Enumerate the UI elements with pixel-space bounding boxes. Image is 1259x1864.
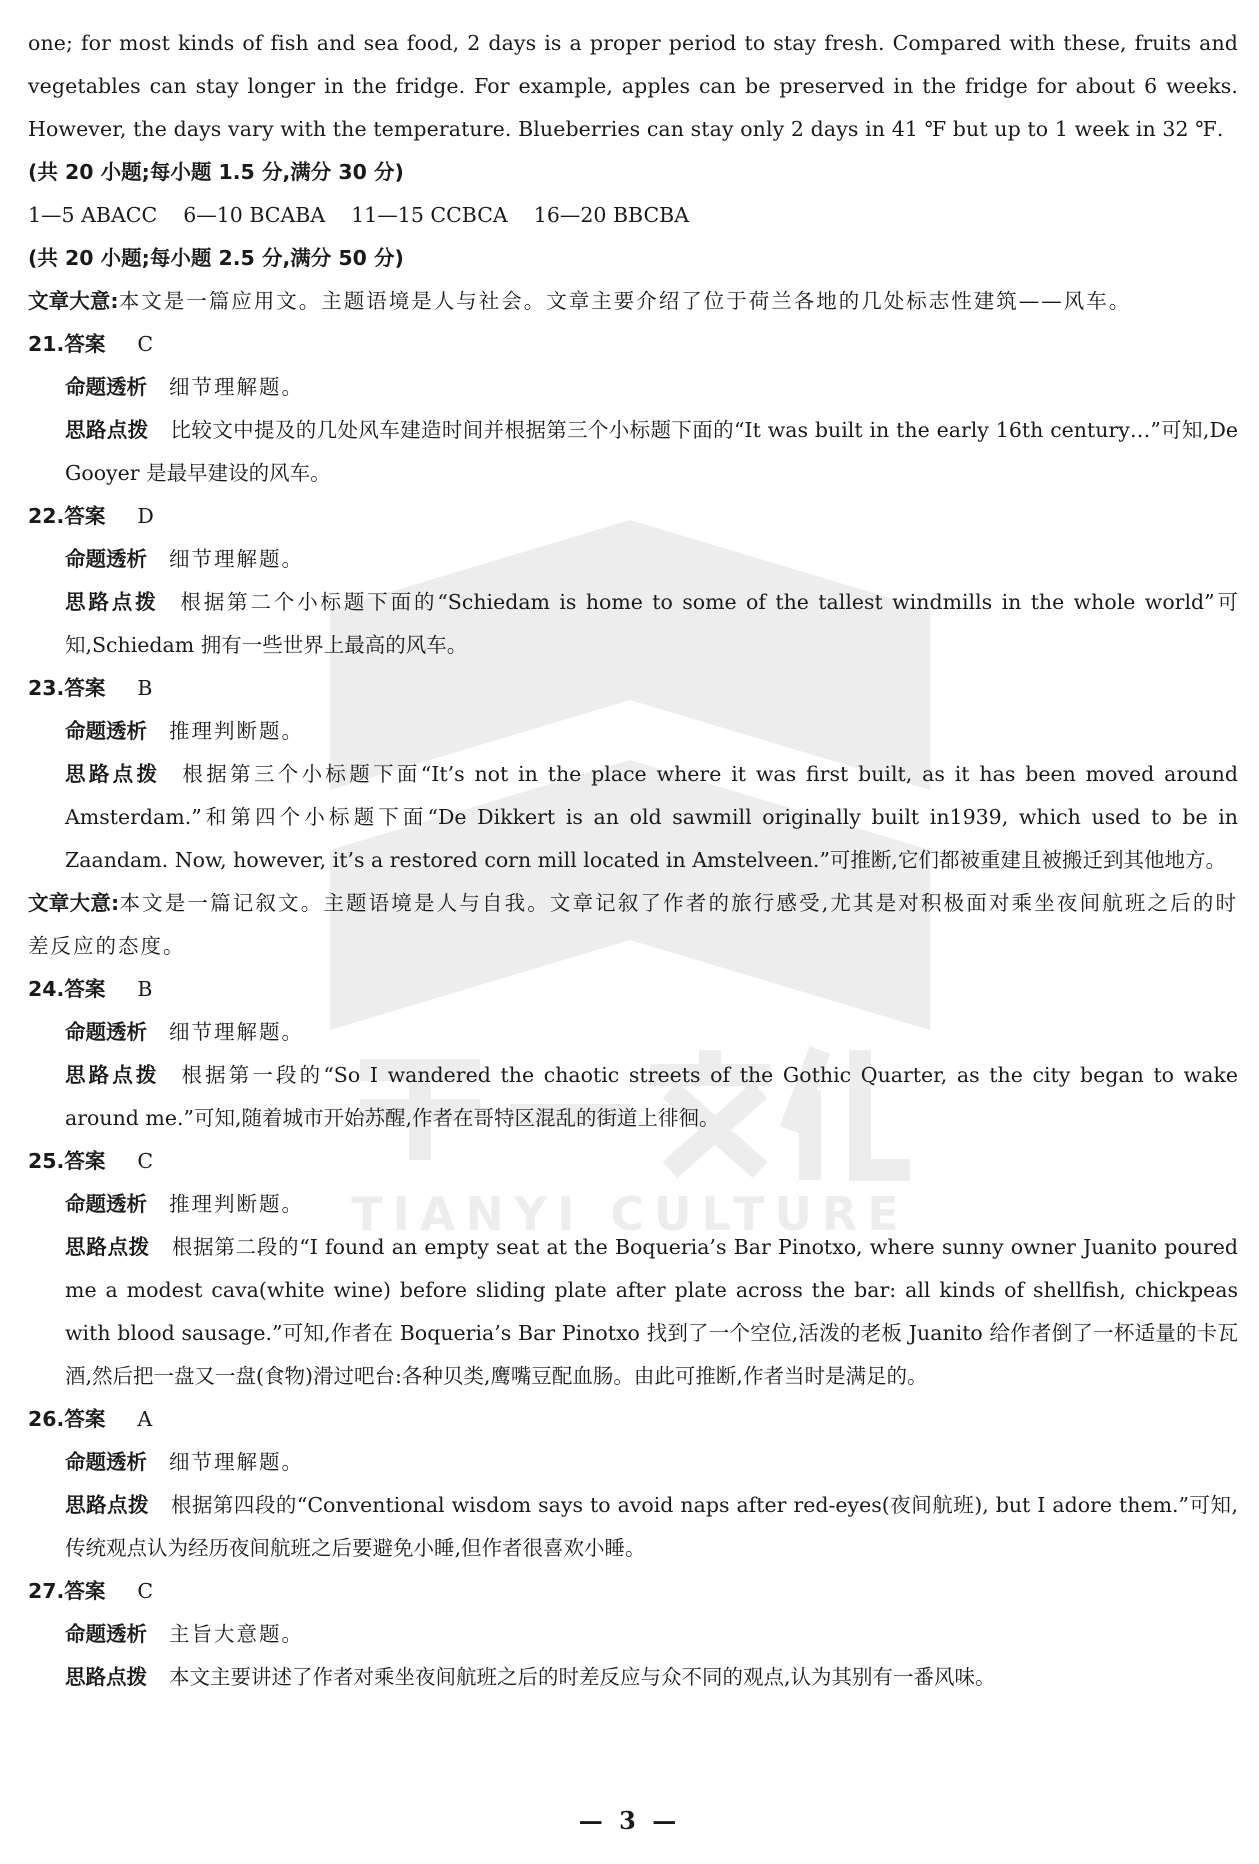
type-label: 命题透析 (65, 547, 147, 571)
type-label: 命题透析 (65, 719, 147, 743)
question-type: 推理判断题。 (169, 719, 304, 743)
question-type-row (28, 1613, 1238, 1656)
type-label: 命题透析 (65, 375, 147, 399)
answer-label: 答案 (64, 977, 106, 1001)
hint-label: 思路点拨 (65, 1665, 147, 1689)
question-hint: 根据第三个小标题下面“It’s not in the place where it was first built, as it has been moved around Amsterdam.”和第四个小标题下面“De Dikkert is an old sawmill originally built in1939, which used to be in Zaandam. Now, however, it’s a restored corn mill located in Amstelveen.”可推断,它们都被重建且被搬迁到其他地方。 (65, 762, 1239, 872)
hint-label: 思路点拨 (65, 762, 161, 786)
answer-value: C (137, 1149, 154, 1173)
summary-1 (28, 280, 1238, 323)
page-number: — 3 — (578, 1806, 681, 1835)
question-hint: 本文主要讲述了作者对乘坐夜间航班之后的时差反应与众不同的观点,认为其别有一番风味。 (169, 1665, 996, 1689)
answer-value: B (137, 676, 153, 700)
question-24 (28, 968, 1238, 1140)
question-hint: 根据第四段的“Conventional wisdom says to avoid naps after red-eyes(夜间航班), but I adore them.”可知,传统观点认为经历夜间航班之后要避免小睡,但作者很喜欢小睡。 (65, 1493, 1238, 1560)
question-type-row (28, 366, 1238, 409)
question-header (28, 968, 1238, 1011)
question-hint-row (28, 1656, 1238, 1699)
type-label: 命题透析 (65, 1192, 147, 1216)
type-label: 命题透析 (65, 1450, 147, 1474)
question-27 (28, 1570, 1238, 1699)
question-type-row (28, 710, 1238, 753)
summary-label: 文章大意: (28, 289, 119, 313)
question-type-row (28, 1441, 1238, 1484)
question-header (28, 1570, 1238, 1613)
question-21 (28, 323, 1238, 495)
answer-value: B (137, 977, 153, 1001)
question-type: 主旨大意题。 (169, 1622, 304, 1646)
answer-label: 答案 (64, 1579, 106, 1603)
question-25 (28, 1140, 1238, 1398)
question-type: 细节理解题。 (169, 1450, 304, 1474)
answer-label: 答案 (64, 332, 106, 356)
question-hint: 根据第一段的“So I wandered the chaotic streets of the Gothic Quarter, as the city began to wake around me.”可知,随着城市开始苏醒,作者在哥特区混乱的街道上徘徊。 (65, 1063, 1238, 1130)
answer-value: C (137, 332, 154, 356)
question-hint-row (28, 1226, 1238, 1398)
answer-key-page (28, 22, 1238, 1699)
summary-text: 本文是一篇应用文。主题语境是人与社会。文章主要介绍了位于荷兰各地的几处标志性建筑——风车。 (118, 289, 1132, 313)
question-header (28, 1140, 1238, 1183)
hint-label: 思路点拨 (65, 590, 159, 614)
question-23 (28, 667, 1238, 882)
question-hint-row (28, 409, 1238, 495)
question-header (28, 667, 1238, 710)
question-number: 21. (28, 332, 65, 356)
question-type: 细节理解题。 (169, 547, 304, 571)
hint-label: 思路点拨 (65, 1493, 149, 1517)
question-type: 推理判断题。 (169, 1192, 304, 1216)
question-number: 23. (28, 676, 65, 700)
question-hint-row (28, 1054, 1238, 1140)
section2-header: (共 20 小题;每小题 2.5 分,满分 50 分) (28, 246, 404, 270)
section1-answers: 1—5 ABACC 6—10 BCABA 11—15 CCBCA 16—20 BBCBA (28, 203, 690, 227)
question-type-row (28, 1011, 1238, 1054)
hint-label: 思路点拨 (65, 1063, 160, 1087)
question-number: 27. (28, 1579, 65, 1603)
question-number: 24. (28, 977, 65, 1001)
question-number: 26. (28, 1407, 65, 1431)
answer-label: 答案 (64, 1149, 106, 1173)
question-number: 25. (28, 1149, 65, 1173)
summary-2 (28, 882, 1238, 968)
intro-paragraph: one; for most kinds of fish and sea food, 2 days is a proper period to stay fresh. Compared with these, fruits and vegetables can stay longer in the fridge. For example, apples can be preserved in the fridge for about 6 weeks. However, the days vary with the temperature. Blueberries can stay only 2 days in 41 ℉ but up to 1 week in 32 ℉. (28, 31, 1238, 141)
question-hint: 比较文中提及的几处风车建造时间并根据第三个小标题下面的“It was built in the early 16th century…”可知,De Gooyer 是最早建设的风车。 (65, 418, 1239, 485)
question-header (28, 323, 1238, 366)
question-header (28, 495, 1238, 538)
question-number: 22. (28, 504, 65, 528)
question-type-row (28, 538, 1238, 581)
question-26 (28, 1398, 1238, 1570)
question-type: 细节理解题。 (169, 375, 304, 399)
question-hint-row (28, 753, 1238, 882)
answer-label: 答案 (64, 676, 106, 700)
answer-value: D (137, 504, 154, 528)
type-label: 命题透析 (65, 1622, 147, 1646)
svg-text:TIANYI CULTURE: TIANYI CULTURE (351, 1187, 909, 1241)
answer-label: 答案 (64, 504, 106, 528)
type-label: 命题透析 (65, 1020, 147, 1044)
question-hint: 根据第二个小标题下面的“Schiedam is home to some of the tallest windmills in the whole world”可知,Schiedam 拥有一些世界上最高的风车。 (65, 590, 1238, 657)
question-type-row (28, 1183, 1238, 1226)
question-type: 细节理解题。 (169, 1020, 304, 1044)
answer-label: 答案 (64, 1407, 106, 1431)
answer-value: A (137, 1407, 153, 1431)
summary-label: 文章大意: (28, 891, 120, 915)
question-hint-row (28, 581, 1238, 667)
section1-header: (共 20 小题;每小题 1.5 分,满分 30 分) (28, 160, 404, 184)
question-hint-row (28, 1484, 1238, 1570)
question-header (28, 1398, 1238, 1441)
answer-value: C (137, 1579, 154, 1603)
hint-label: 思路点拨 (65, 418, 149, 442)
summary-text: 本文是一篇记叙文。主题语境是人与自我。文章记叙了作者的旅行感受,尤其是对积极面对乘坐夜间航班之后的时差反应的态度。 (28, 891, 1238, 958)
question-hint: 根据第二段的“I found an empty seat at the Boqueria’s Bar Pinotxo, where sunny owner Juanito poured me a modest cava(white wine) before sliding plate after plate across the bar: all kinds of shellfish, chickpeas with blood sausage.”可知,作者在 Boqueria’s Bar Pinotxo 找到了一个空位,活泼的老板 Juanito 给作者倒了一杯适量的卡瓦酒,然后把一盘又一盘(食物)滑过吧台:各种贝类,鹰嘴豆配血肠。由此可推断,作者当时是满足的。 (65, 1235, 1239, 1388)
hint-label: 思路点拨 (65, 1235, 150, 1259)
question-22 (28, 495, 1238, 667)
